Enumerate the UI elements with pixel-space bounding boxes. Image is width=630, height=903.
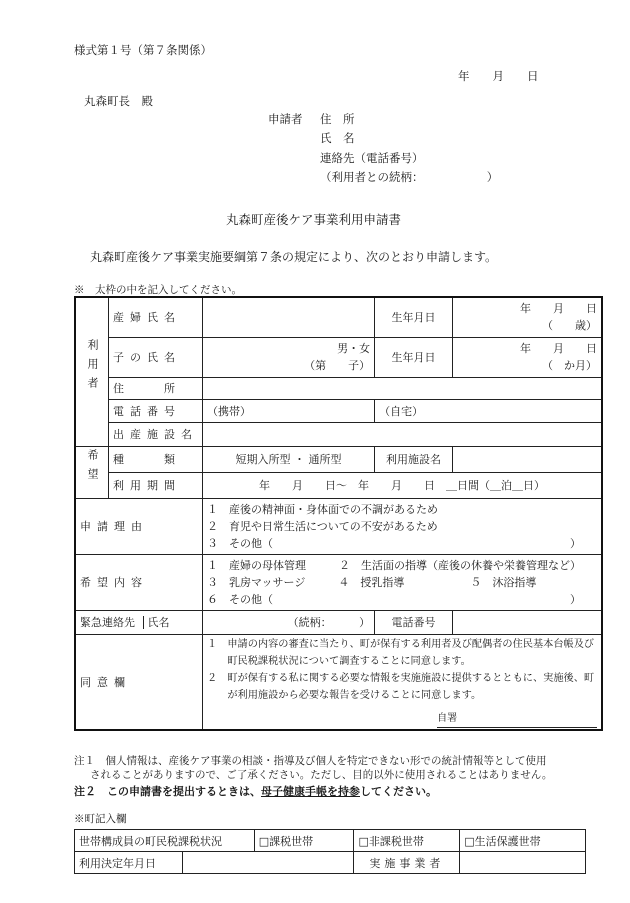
applicant-label: 申請者: [268, 112, 303, 126]
note-1-line-2: されることがありますので、ご了承ください。ただし、目的以外に使用されることはありません。: [90, 769, 553, 781]
emergency-phone-field[interactable]: [452, 610, 602, 634]
reason-label: 申請理由: [75, 498, 203, 554]
note-2: 注２ この申請書を提出するときは、母子健康手帳を持参してください。: [74, 785, 437, 798]
decision-date-label: 利用決定年月日: [75, 852, 183, 874]
content-label: 希望内容: [75, 554, 203, 610]
document-title: 丸森町産後ケア事業利用申請書: [226, 212, 402, 227]
application-table: [74, 296, 603, 731]
child-birth-label: 生年月日: [375, 337, 453, 377]
user-group-label: 利用者: [75, 297, 109, 446]
content-options[interactable]: １ 産婦の母体管理 ２ 生活面の指導（産後の休養や栄養管理など） ３ 乳房マッサージ ４ 授乳指導 ５ 沐浴指導 ６ その他（ ）: [203, 554, 603, 610]
office-heading: ※町記入欄: [74, 813, 127, 825]
provider-field[interactable]: [460, 852, 586, 874]
applicant-name: 氏 名: [320, 131, 355, 145]
mobile-field[interactable]: （携帯）: [203, 399, 375, 422]
consent-text: １ 申請の内容の審査に当たり、町が保有する利用者及び配偶者の住民基本台帳及び 町民税課税状況について調査することに同意します。 ２ 町が保有する私に関する必要な情報を実施施設に提供するとともに、実施後、町 が利用施設から必要な報告を受けることに同意します。 自署: [203, 634, 603, 730]
date-line: 年 月 日: [458, 69, 539, 83]
taxed-checkbox[interactable]: □課税世帯: [254, 830, 354, 852]
mother-birth-label: 生年月日: [375, 297, 453, 337]
hope-group-label: 希望: [75, 446, 109, 498]
consent-label: 同意欄: [75, 634, 203, 730]
note-1-line-1: 注１ 個人情報は、産後ケア事業の相談・指導及び個人を特定できない形での統計情報等として使用: [74, 755, 547, 767]
address-label: 住 所: [109, 377, 203, 399]
period-field[interactable]: 年 月 日～ 年 月 日 ＿日間（＿泊＿日）: [203, 472, 603, 498]
applicant-relation: （利用者との続柄： ）: [320, 170, 499, 184]
emergency-phone-label: 電話番号: [375, 610, 453, 634]
mother-birth-field[interactable]: 年 月 日 （ 歳）: [452, 297, 602, 337]
period-label: 利用期間: [109, 472, 203, 498]
child-name-label: 子の氏名: [109, 337, 203, 377]
address-field[interactable]: [203, 377, 603, 399]
bold-frame-note: ※ 太枠の中を記入してください。: [74, 284, 242, 296]
type-label: 種 類: [109, 446, 203, 472]
provider-label: 実施事業者: [354, 852, 460, 874]
applicant-contact: 連絡先（電話番号）: [320, 151, 424, 165]
nontaxed-checkbox[interactable]: □非課税世帯: [354, 830, 460, 852]
child-birth-field[interactable]: 年 月 日 （ か月）: [452, 337, 602, 377]
birth-facility-field[interactable]: [203, 422, 603, 446]
home-field[interactable]: （自宅）: [375, 399, 602, 422]
facility-label: 利用施設名: [375, 446, 453, 472]
form-number: 様式第１号（第７条関係）: [74, 43, 212, 57]
type-options[interactable]: 短期入所型 ・ 通所型: [203, 446, 375, 472]
decision-date-field[interactable]: [182, 852, 354, 874]
signature-field[interactable]: 自署: [207, 710, 597, 728]
birth-facility-label: 出産施設名: [109, 422, 203, 446]
tax-status-label: 世帯構成員の町民税課税状況: [75, 830, 255, 852]
phone-label: 電話番号: [109, 399, 203, 422]
intro-text: 丸森町産後ケア事業実施要綱第７条の規定により、次のとおり申請します。: [90, 250, 498, 264]
facility-field[interactable]: [452, 446, 602, 472]
emergency-label: 緊急連絡先 氏名: [75, 610, 203, 634]
applicant-address: 住 所: [320, 112, 355, 126]
reason-options[interactable]: １ 産後の精神面・身体面での不調があるため ２ 育児や日常生活についての不安があるため ３ その他（ ）: [203, 498, 603, 554]
mother-name-label: 産婦氏名: [109, 297, 203, 337]
mother-name-field[interactable]: [203, 297, 375, 337]
emergency-relation[interactable]: （続柄： ）: [203, 610, 375, 634]
office-table: [74, 829, 586, 874]
welfare-checkbox[interactable]: □生活保護世帯: [460, 830, 586, 852]
child-name-field[interactable]: 男・女 （第 子）: [203, 337, 375, 377]
addressee: 丸森町長 殿: [84, 94, 153, 108]
